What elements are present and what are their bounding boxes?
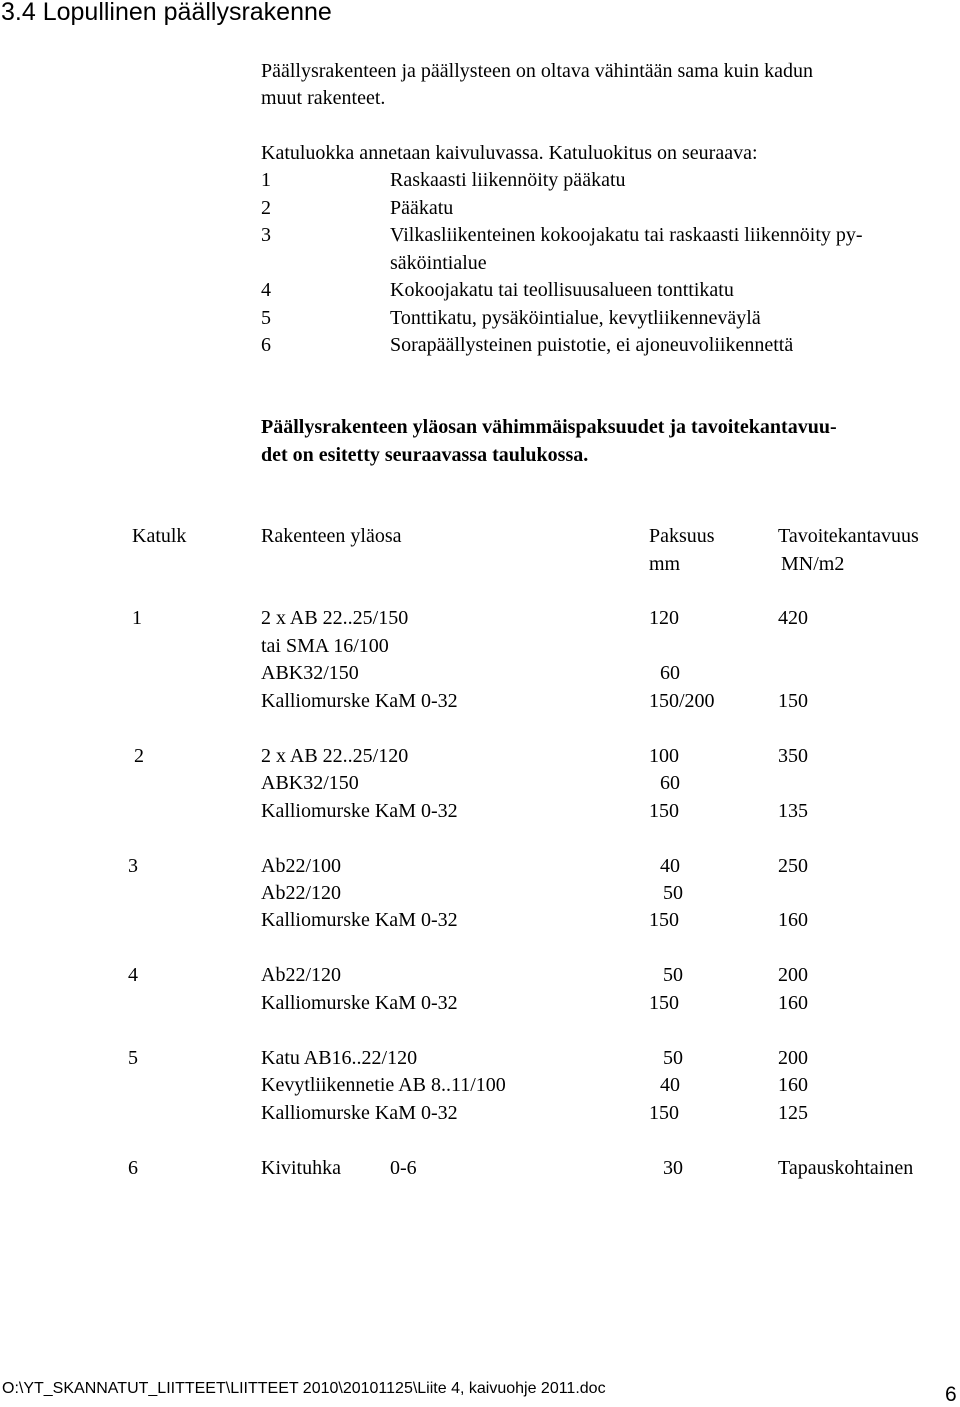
- intro-line-1: Päällysrakenteen ja päällysteen on oltava vähintään sama kuin kadun: [261, 60, 814, 82]
- table-layer: Ab22/100: [261, 855, 341, 877]
- class-number: 4: [261, 279, 271, 301]
- table-layer: 2 x AB 22..25/150: [261, 607, 409, 629]
- table-class-number: 5: [128, 1047, 138, 1069]
- table-thickness: 40: [660, 855, 680, 877]
- table-thickness: 40: [660, 1074, 680, 1096]
- class-number: 5: [261, 307, 271, 329]
- table-target: 420: [778, 607, 808, 629]
- class-description-continued: säköintialue: [390, 252, 487, 274]
- table-target: 150: [778, 690, 808, 712]
- table-thickness: 50: [663, 882, 683, 904]
- table-target: 160: [778, 909, 808, 931]
- table-thickness: 100: [649, 745, 679, 767]
- table-layer: Kalliomurske KaM 0-32: [261, 1102, 458, 1124]
- table-target: 135: [778, 800, 808, 822]
- table-target: 125: [778, 1102, 808, 1124]
- table-layer: Kevytliikennetie AB 8..11/100: [261, 1074, 506, 1096]
- table-thickness: 150: [649, 909, 679, 931]
- class-description: Tonttikatu, pysäköintialue, kevytliikenneväylä: [390, 307, 761, 329]
- table-target: 350: [778, 745, 808, 767]
- table-layer: 2 x AB 22..25/120: [261, 745, 409, 767]
- class-number: 3: [261, 224, 271, 246]
- table-class-number: 1: [132, 607, 142, 629]
- header-tavoitekantavuus-unit: MN/m2: [781, 553, 845, 575]
- intro-line-2: muut rakenteet.: [261, 87, 386, 109]
- header-rakenteen-ylaosa: Rakenteen yläosa: [261, 525, 402, 547]
- table-target: 200: [778, 964, 808, 986]
- table-thickness: 150: [649, 992, 679, 1014]
- class-description: Raskaasti liikennöity pääkatu: [390, 169, 626, 191]
- table-layer: Kivituhka: [261, 1157, 341, 1179]
- table-target: 160: [778, 992, 808, 1014]
- classification-intro: Katuluokka annetaan kaivuluvassa. Katuluokitus on seuraava:: [261, 142, 758, 164]
- table-layer: Katu AB16..22/120: [261, 1047, 418, 1069]
- table-thickness: 60: [660, 662, 680, 684]
- header-paksuus: Paksuus: [649, 525, 715, 547]
- class-number: 1: [261, 169, 271, 191]
- class-description: Sorapäällysteinen puistotie, ei ajoneuvoliikennettä: [390, 334, 794, 356]
- table-note-line-1: Päällysrakenteen yläosan vähimmäispaksuudet ja tavoitekantavuu-: [261, 416, 837, 438]
- table-layer: Ab22/120: [261, 964, 341, 986]
- table-target: 250: [778, 855, 808, 877]
- table-target: 200: [778, 1047, 808, 1069]
- class-description: Kokoojakatu tai teollisuusalueen tonttikatu: [390, 279, 734, 301]
- class-description: Pääkatu: [390, 197, 454, 219]
- table-class-number: 2: [134, 745, 144, 767]
- header-katulk: Katulk: [132, 525, 187, 547]
- table-thickness: 50: [663, 964, 683, 986]
- table-layer: Kalliomurske KaM 0-32: [261, 909, 458, 931]
- table-thickness: 120: [649, 607, 679, 629]
- table-note-line-2: det on esitetty seuraavassa taulukossa.: [261, 444, 589, 466]
- table-thickness: 50: [663, 1047, 683, 1069]
- page-number: 6: [945, 1383, 957, 1406]
- table-thickness: 60: [660, 772, 680, 794]
- table-layer-spec: 0-6: [390, 1157, 417, 1179]
- class-number: 2: [261, 197, 271, 219]
- table-layer: Kalliomurske KaM 0-32: [261, 800, 458, 822]
- table-layer: Ab22/120: [261, 882, 341, 904]
- table-thickness: 150: [649, 800, 679, 822]
- table-thickness: 150/200: [649, 690, 715, 712]
- table-layer: ABK32/150: [261, 772, 359, 794]
- class-description: Vilkasliikenteinen kokoojakatu tai raskaasti liikennöity py-: [390, 224, 863, 246]
- section-title: 3.4 Lopullinen päällysrakenne: [1, 0, 332, 26]
- table-class-number: 6: [128, 1157, 138, 1179]
- table-thickness: 30: [663, 1157, 683, 1179]
- table-layer: Kalliomurske KaM 0-32: [261, 992, 458, 1014]
- table-target: 160: [778, 1074, 808, 1096]
- header-paksuus-unit: mm: [649, 553, 681, 575]
- table-class-number: 3: [128, 855, 138, 877]
- table-class-number: 4: [128, 964, 138, 986]
- table-target: Tapauskohtainen: [778, 1157, 914, 1179]
- table-layer: ABK32/150: [261, 662, 359, 684]
- footer-file-path: O:\YT_SKANNATUT_LIITTEET\LIITTEET 2010\20101125\Liite 4, kaivuohje 2011.doc: [2, 1380, 606, 1397]
- header-tavoitekantavuus: Tavoitekantavuus: [778, 525, 919, 547]
- table-thickness: 150: [649, 1102, 679, 1124]
- class-number: 6: [261, 334, 271, 356]
- table-layer: tai SMA 16/100: [261, 635, 389, 657]
- table-layer: Kalliomurske KaM 0-32: [261, 690, 458, 712]
